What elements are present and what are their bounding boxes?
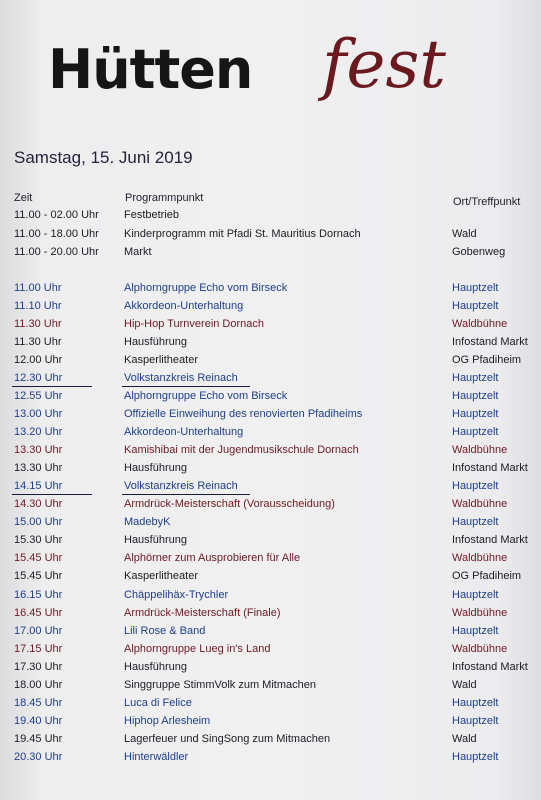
schedule-location: Infostand Markt [452,660,528,673]
schedule-row [0,243,541,261]
schedule-program: Hiphop Arlesheim [124,714,211,727]
schedule-location: Infostand Markt [452,462,528,475]
column-header-program: Programmpunkt [125,192,204,204]
schedule-row [0,423,541,441]
schedule-program: Hausführung [124,336,187,349]
schedule-location: Hauptzelt [452,588,499,601]
schedule-program: MadebyK [124,516,171,529]
schedule-program: Kasperlitheater [124,570,198,583]
schedule-location: OG Pfadiheim [452,354,522,367]
schedule-time: 12.00 Uhr [14,354,63,367]
schedule-row [0,279,541,297]
schedule-time: 11.00 - 20.00 Uhr [14,246,99,258]
schedule-row [0,586,541,604]
schedule-time: 14.30 Uhr [14,498,63,511]
schedule-row [0,351,541,369]
schedule-location: Waldbühne [452,552,508,565]
schedule-program: Alphorngruppe Lueg in's Land [124,642,271,655]
schedule-row [0,297,541,315]
schedule-row [0,676,541,694]
schedule-row [0,658,541,676]
schedule-row [0,369,541,387]
schedule-location: Hauptzelt [452,282,499,294]
schedule-row [0,531,541,549]
schedule-time: 11.00 - 18.00 Uhr [14,227,99,240]
schedule-location: Hauptzelt [452,426,499,439]
schedule-row [0,315,541,333]
schedule-row [0,333,541,351]
schedule-time: 18.00 Uhr [14,678,63,691]
schedule-location: Hauptzelt [452,516,499,529]
schedule-program: Kasperlitheater [124,354,198,367]
schedule-row [0,513,541,531]
schedule-time: 19.45 Uhr [14,732,63,745]
schedule-time: 17.00 Uhr [14,624,63,637]
schedule-location: Waldbühne [452,318,508,331]
schedule-program: Hausführung [124,660,187,673]
schedule-program: Offizielle Einweihung des renovierten Pfadiheims [124,408,363,421]
schedule-program: Akkordeon-Unterhaltung [124,426,244,439]
event-date: Samstag, 15. Juni 2019 [14,148,193,167]
schedule-time: 13.30 Uhr [14,462,63,475]
schedule-program: Volkstanzkreis Reinach [124,477,238,495]
schedule-time: 11.00 - 02.00 Uhr [14,209,99,221]
schedule-location: Hauptzelt [452,372,499,385]
title-script: fest [322,26,446,103]
schedule-program: Volkstanzkreis Reinach [124,369,238,387]
schedule-time: 15.00 Uhr [14,516,63,529]
schedule-program: Kamishibai mit der Jugendmusikschule Dornach [124,444,359,457]
schedule-location: Hauptzelt [452,390,499,403]
schedule-location: Hauptzelt [452,624,499,637]
schedule-time: 15.45 Uhr [14,552,63,565]
schedule-program: Akkordeon-Unterhaltung [124,300,244,313]
schedule-program: Armdrück-Meisterschaft (Vorausscheidung) [124,498,335,511]
schedule-row [0,622,541,640]
schedule-location: Hauptzelt [452,300,499,313]
schedule-location: Hauptzelt [452,480,499,493]
schedule-row [0,604,541,622]
schedule-row [0,459,541,477]
schedule-program: Luca di Felice [124,696,192,709]
schedule-program: Alphorngruppe Echo vom Birseck [124,390,288,403]
schedule-location: Wald [452,732,477,745]
schedule-time: 13.20 Uhr [14,426,63,439]
schedule-location: Waldbühne [452,444,508,457]
schedule-program: Hausführung [124,462,187,475]
schedule-location: Hauptzelt [452,696,499,709]
schedule-row [0,748,541,766]
schedule-time: 13.30 Uhr [14,444,63,457]
schedule-location: OG Pfadiheim [452,570,522,583]
schedule-program: Kinderprogramm mit Pfadi St. Mauritius Dornach [124,227,361,240]
title-main: Hütten [48,38,253,101]
schedule-program: Hausführung [124,534,187,547]
schedule-program: Hip-Hop Turnverein Dornach [124,318,265,331]
schedule-row [0,441,541,459]
schedule-location: Waldbühne [452,606,508,619]
schedule-time: 11.10 Uhr [14,300,62,313]
schedule-row [0,694,541,712]
schedule-row [0,730,541,748]
schedule-row [0,206,541,224]
schedule-time: 16.15 Uhr [14,588,63,601]
schedule-row [0,567,541,585]
column-header-time: Zeit [14,192,33,204]
schedule-location: Infostand Markt [452,534,528,547]
schedule-location: Gobenweg [452,246,506,258]
schedule-program: Lili Rose & Band [124,624,206,637]
schedule-program: Alphorngruppe Echo vom Birseck [124,282,288,294]
schedule-time: 14.15 Uhr [14,477,62,495]
schedule-program: Chäppelihäx-Trychler [124,588,229,601]
schedule-row [0,477,541,495]
schedule-location: Hauptzelt [452,408,499,421]
schedule-time: 17.15 Uhr [14,642,63,655]
schedule-program: Alphörner zum Ausprobieren für Alle [124,552,301,565]
schedule-program: Festbetrieb [124,209,180,221]
schedule-program: Hinterwäldler [124,750,189,763]
schedule-program: Singgruppe StimmVolk zum Mitmachen [124,678,316,691]
schedule-location: Hauptzelt [452,750,499,763]
schedule-location: Wald [452,227,477,240]
schedule-location: Waldbühne [452,498,508,511]
schedule-time: 15.45 Uhr [14,570,63,583]
schedule-row [0,640,541,658]
schedule-time: 13.00 Uhr [14,408,63,421]
schedule-location: Wald [452,678,477,691]
schedule-program: Lagerfeuer und SingSong zum Mitmachen [124,732,331,745]
schedule-program: Armdrück-Meisterschaft (Finale) [124,606,281,619]
schedule-location: Waldbühne [452,642,508,655]
schedule-time: 12.55 Uhr [14,390,63,403]
schedule-time: 15.30 Uhr [14,534,63,547]
schedule-row [0,549,541,567]
schedule-time: 11.30 Uhr [14,318,62,331]
schedule-location: Hauptzelt [452,714,499,727]
schedule-time: 11.00 Uhr [14,282,62,294]
schedule-time: 18.45 Uhr [14,696,63,709]
schedule-time: 20.30 Uhr [14,750,63,763]
schedule-row [0,712,541,730]
schedule-row [0,225,541,243]
schedule-time: 11.30 Uhr [14,336,62,349]
schedule-time: 12.30 Uhr [14,369,62,387]
schedule-program: Markt [124,246,152,258]
schedule-time: 19.40 Uhr [14,714,63,727]
schedule-location: Infostand Markt [452,336,528,349]
schedule-time: 17.30 Uhr [14,660,63,673]
schedule-row [0,405,541,423]
schedule-time: 16.45 Uhr [14,606,63,619]
schedule-row [0,495,541,513]
column-header-location: Ort/Treffpunkt [453,196,521,208]
schedule-row [0,387,541,405]
